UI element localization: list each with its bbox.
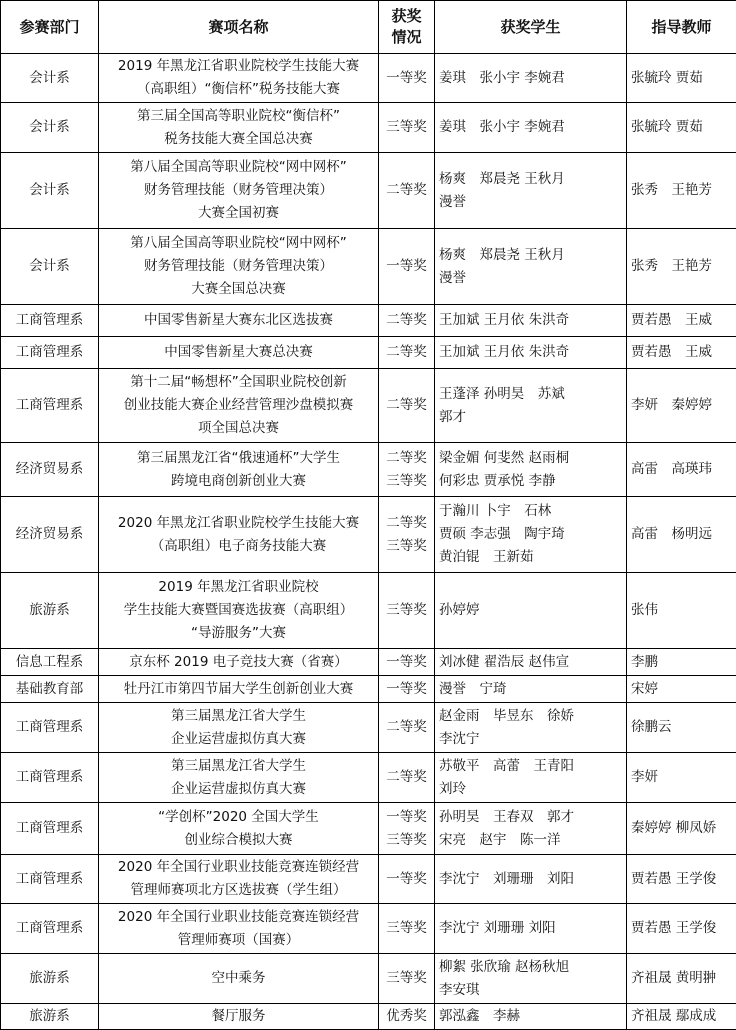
table-row xyxy=(1,904,736,954)
cell-students: 杨爽 郑晨尧 王秋月 漫誉 xyxy=(435,229,627,305)
cell-award: 一等奖 三等奖 xyxy=(379,803,435,855)
cell-award: 二等奖 xyxy=(379,753,435,803)
cell-teachers: 张毓玲 贾茹 xyxy=(627,54,736,103)
header-event: 赛项名称 xyxy=(99,1,379,54)
cell-award: 二等奖 xyxy=(379,369,435,443)
table-row xyxy=(1,703,736,753)
cell-department: 工商管理系 xyxy=(1,337,99,369)
cell-event: 第三届黑龙江省大学生 企业运营虚拟仿真大赛 xyxy=(99,753,379,803)
cell-event: 第八届全国高等职业院校“网中网杯” 财务管理技能（财务管理决策） 大赛全国初赛 xyxy=(99,153,379,229)
header-department: 参赛部门 xyxy=(1,1,99,54)
table-row xyxy=(1,803,736,855)
cell-department: 工商管理系 xyxy=(1,369,99,443)
cell-event: “学创杯”2020 全国大学生 创业综合模拟大赛 xyxy=(99,803,379,855)
cell-award: 二等奖 xyxy=(379,703,435,753)
cell-students: 郭泓鑫 李赫 xyxy=(435,1004,627,1030)
cell-teachers: 贾若愚 王威 xyxy=(627,305,736,337)
cell-students: 王加斌 王月依 朱洪奇 xyxy=(435,337,627,369)
cell-department: 信息工程系 xyxy=(1,649,99,676)
table-row xyxy=(1,337,736,369)
cell-department: 基础教育部 xyxy=(1,676,99,703)
cell-department: 会计系 xyxy=(1,103,99,153)
cell-award: 三等奖 xyxy=(379,954,435,1004)
cell-award: 三等奖 xyxy=(379,904,435,954)
cell-event: 第三届黑龙江省“俄速通杯”大学生 跨境电商创新创业大赛 xyxy=(99,443,379,497)
header-students: 获奖学生 xyxy=(435,1,627,54)
table-row xyxy=(1,229,736,305)
cell-department: 旅游系 xyxy=(1,573,99,649)
cell-students: 姜琪 张小宇 李婉君 xyxy=(435,103,627,153)
cell-award: 一等奖 xyxy=(379,855,435,904)
cell-students: 赵金雨 毕昱东 徐娇 李沈宁 xyxy=(435,703,627,753)
cell-students: 孙婷婷 xyxy=(435,573,627,649)
cell-students: 刘冰健 翟浩辰 赵伟宣 xyxy=(435,649,627,676)
cell-event: 空中乘务 xyxy=(99,954,379,1004)
cell-award: 一等奖 xyxy=(379,229,435,305)
table-row xyxy=(1,497,736,573)
table-row xyxy=(1,1004,736,1030)
cell-department: 工商管理系 xyxy=(1,703,99,753)
table-row xyxy=(1,443,736,497)
cell-students: 梁金媚 何斐然 赵雨桐 何彩忠 贾承悦 李静 xyxy=(435,443,627,497)
cell-event: 京东杯 2019 电子竞技大赛（省赛） xyxy=(99,649,379,676)
header-row xyxy=(1,1,736,54)
cell-teachers: 贾若愚 王威 xyxy=(627,337,736,369)
header-award: 获奖 情况 xyxy=(379,1,435,54)
cell-award: 三等奖 xyxy=(379,103,435,153)
cell-students: 孙明昊 王春双 郭才 宋亮 赵宇 陈一洋 xyxy=(435,803,627,855)
cell-event: 餐厅服务 xyxy=(99,1004,379,1030)
cell-event: 第三届全国高等职业院校“衡信杯” 税务技能大赛全国总决赛 xyxy=(99,103,379,153)
table-row xyxy=(1,649,736,676)
cell-students: 王加斌 王月依 朱洪奇 xyxy=(435,305,627,337)
cell-department: 工商管理系 xyxy=(1,855,99,904)
table-row xyxy=(1,855,736,904)
cell-award: 三等奖 xyxy=(379,573,435,649)
cell-students: 李沈宁 刘珊珊 刘阳 xyxy=(435,904,627,954)
cell-students: 王蓬泽 孙明昊 苏斌 郭才 xyxy=(435,369,627,443)
cell-teachers: 高雷 高瑛玮 xyxy=(627,443,736,497)
cell-award: 二等奖 xyxy=(379,305,435,337)
cell-teachers: 高雷 杨明远 xyxy=(627,497,736,573)
table-row xyxy=(1,954,736,1004)
cell-award: 一等奖 xyxy=(379,54,435,103)
table-row xyxy=(1,676,736,703)
cell-event: 第十二届“畅想杯”全国职业院校创新 创业技能大赛企业经营管理沙盘模拟赛 项全国总决赛 xyxy=(99,369,379,443)
table-body xyxy=(1,54,736,1030)
cell-teachers: 张秀 王艳芳 xyxy=(627,229,736,305)
cell-students: 苏敬平 高蕾 王青阳 刘玲 xyxy=(435,753,627,803)
table-row xyxy=(1,369,736,443)
cell-students: 姜琪 张小宇 李婉君 xyxy=(435,54,627,103)
header-teachers: 指导教师 xyxy=(627,1,736,54)
cell-students: 漫誉 宁琦 xyxy=(435,676,627,703)
table-row xyxy=(1,153,736,229)
cell-teachers: 齐祖晟 黄明翀 xyxy=(627,954,736,1004)
cell-teachers: 宋婷 xyxy=(627,676,736,703)
cell-department: 工商管理系 xyxy=(1,305,99,337)
cell-event: 2020 年全国行业职业技能竞赛连锁经营 管理师赛项（国赛） xyxy=(99,904,379,954)
table-row xyxy=(1,573,736,649)
cell-teachers: 李妍 xyxy=(627,753,736,803)
cell-award: 二等奖 xyxy=(379,153,435,229)
cell-students: 李沈宁 刘珊珊 刘阳 xyxy=(435,855,627,904)
cell-event: 第三届黑龙江省大学生 企业运营虚拟仿真大赛 xyxy=(99,703,379,753)
cell-event: 牡丹江市第四节届大学生创新创业大赛 xyxy=(99,676,379,703)
cell-award: 二等奖 三等奖 xyxy=(379,443,435,497)
cell-event: 2020 年全国行业职业技能竞赛连锁经营 管理师赛项北方区选拔赛（学生组） xyxy=(99,855,379,904)
cell-department: 旅游系 xyxy=(1,1004,99,1030)
cell-department: 会计系 xyxy=(1,153,99,229)
cell-event: 中国零售新星大赛总决赛 xyxy=(99,337,379,369)
table-row xyxy=(1,103,736,153)
cell-teachers: 秦婷婷 柳凤娇 xyxy=(627,803,736,855)
cell-award: 一等奖 xyxy=(379,649,435,676)
cell-teachers: 张伟 xyxy=(627,573,736,649)
cell-department: 会计系 xyxy=(1,229,99,305)
table-row xyxy=(1,753,736,803)
cell-event: 2019 年黑龙江省职业院校学生技能大赛 （高职组）“衡信杯”税务技能大赛 xyxy=(99,54,379,103)
cell-students: 于瀚川 卜宇 石林 贾硕 李志强 陶宇琦 黄泊锟 王新茹 xyxy=(435,497,627,573)
cell-event: 中国零售新星大赛东北区选拔赛 xyxy=(99,305,379,337)
cell-teachers: 徐鹏云 xyxy=(627,703,736,753)
cell-award: 优秀奖 xyxy=(379,1004,435,1030)
cell-department: 经济贸易系 xyxy=(1,497,99,573)
table-row xyxy=(1,305,736,337)
cell-department: 旅游系 xyxy=(1,954,99,1004)
cell-award: 二等奖 三等奖 xyxy=(379,497,435,573)
cell-event: 2020 年黑龙江省职业院校学生技能大赛 （高职组）电子商务技能大赛 xyxy=(99,497,379,573)
cell-students: 杨爽 郑晨尧 王秋月 漫誉 xyxy=(435,153,627,229)
cell-department: 会计系 xyxy=(1,54,99,103)
cell-teachers: 张秀 王艳芳 xyxy=(627,153,736,229)
cell-department: 工商管理系 xyxy=(1,803,99,855)
cell-award: 一等奖 xyxy=(379,676,435,703)
cell-event: 2019 年黑龙江省职业院校 学生技能大赛暨国赛选拔赛（高职组） “导游服务”大赛 xyxy=(99,573,379,649)
cell-teachers: 张毓玲 贾茹 xyxy=(627,103,736,153)
cell-teachers: 贾若愚 王学俊 xyxy=(627,904,736,954)
cell-students: 柳絮 张欣瑜 赵杨秋旭 李安琪 xyxy=(435,954,627,1004)
cell-department: 工商管理系 xyxy=(1,904,99,954)
table-row xyxy=(1,54,736,103)
cell-event: 第八届全国高等职业院校“网中网杯” 财务管理技能（财务管理决策） 大赛全国总决赛 xyxy=(99,229,379,305)
cell-award: 二等奖 xyxy=(379,337,435,369)
cell-teachers: 齐祖晟 鄢成成 xyxy=(627,1004,736,1030)
cell-department: 经济贸易系 xyxy=(1,443,99,497)
cell-teachers: 贾若愚 王学俊 xyxy=(627,855,736,904)
cell-teachers: 李鹏 xyxy=(627,649,736,676)
cell-department: 工商管理系 xyxy=(1,753,99,803)
cell-teachers: 李妍 秦婷婷 xyxy=(627,369,736,443)
